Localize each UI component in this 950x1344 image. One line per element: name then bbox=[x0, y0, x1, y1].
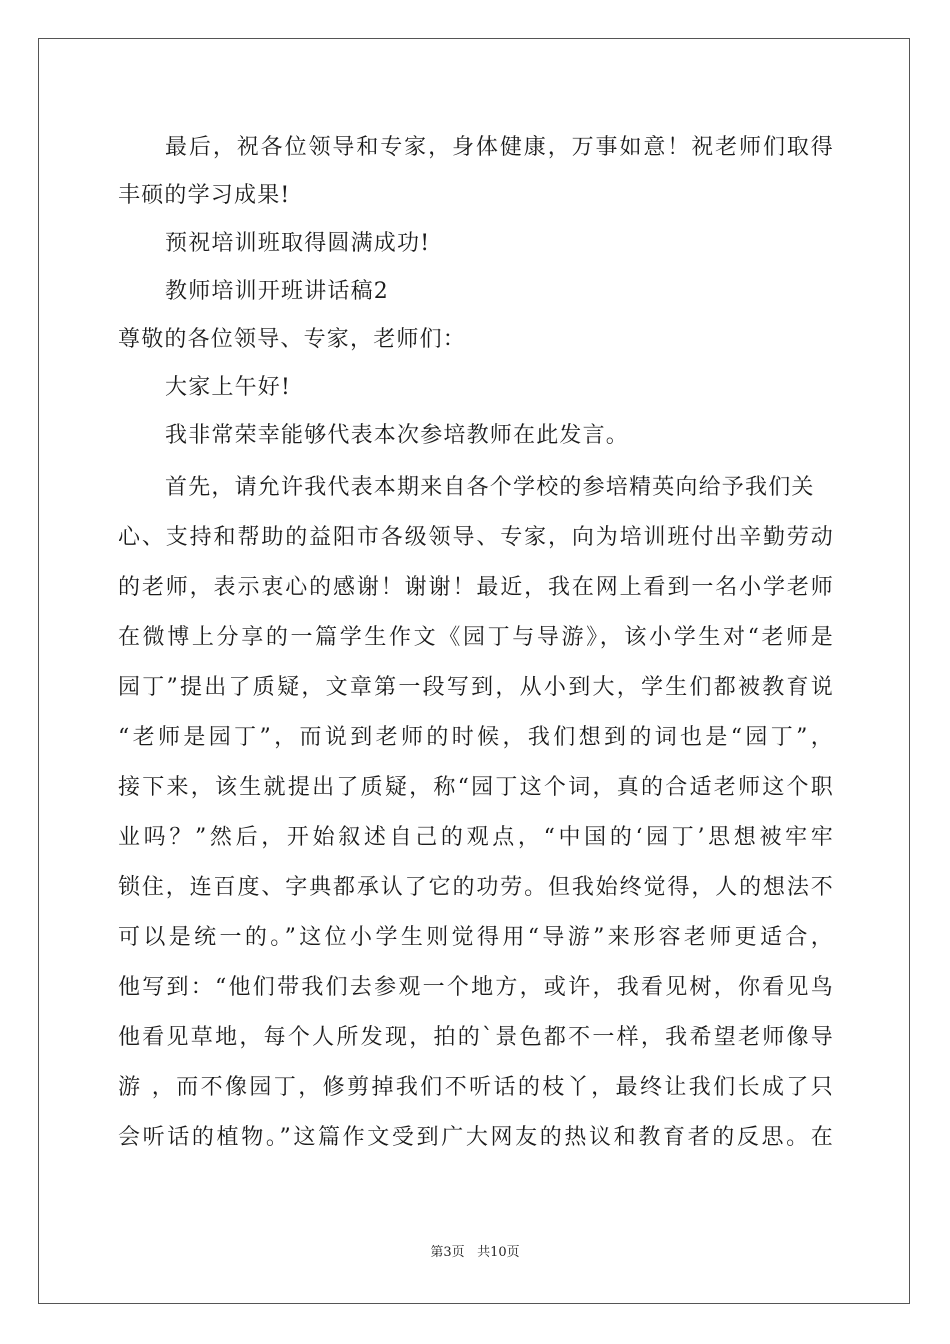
paragraph-line: 园丁”提出了质疑，文章第一段写到，从小到大，学生们都被教育说 bbox=[118, 675, 834, 700]
paragraph-line: 最后，祝各位领导和专家，身体健康，万事如意！祝老师们取得 bbox=[165, 135, 834, 160]
paragraph-line: “老师是园丁”，而说到老师的时候，我们想到的词也是“园丁”， bbox=[118, 725, 834, 750]
paragraph-line: 心、支持和帮助的益阳市各级领导、专家，向为培训班付出辛勤劳动 bbox=[118, 525, 834, 550]
section-heading: 教师培训开班讲话稿2 bbox=[165, 279, 389, 304]
paragraph-line: 首先，请允许我代表本期来自各个学校的参培精英向给予我们关 bbox=[165, 475, 815, 500]
paragraph-line: 锁住，连百度、字典都承认了它的功劳。但我始终觉得，人的想法不 bbox=[118, 875, 834, 900]
paragraph-line: 会听话的植物。”这篇作文受到广大网友的热议和教育者的反思。在 bbox=[118, 1125, 834, 1150]
paragraph-line: 游 ，而不像园丁，修剪掉我们不听话的枝丫，最终让我们长成了只 bbox=[118, 1075, 834, 1100]
paragraph-line: 我非常荣幸能够代表本次参培教师在此发言。 bbox=[165, 423, 630, 448]
paragraph-line: 预祝培训班取得圆满成功! bbox=[165, 231, 431, 256]
paragraph-line: 业吗？”然后，开始叙述自己的观点，“中国的‘园丁’思想被牢牢 bbox=[118, 825, 834, 850]
page-total: 共10页 bbox=[477, 1245, 520, 1260]
paragraph-line: 的老师，表示衷心的感谢！谢谢！最近，我在网上看到一名小学老师 bbox=[118, 575, 834, 600]
paragraph-line: 在微博上分享的一篇学生作文《园丁与导游》，该小学生对“老师是 bbox=[118, 625, 834, 650]
paragraph-line: 丰硕的学习成果! bbox=[118, 183, 291, 208]
paragraph-line: 大家上午好! bbox=[165, 375, 292, 400]
paragraph-line: 他看见草地，每个人所发现，拍的`景色都不一样，我希望老师像导 bbox=[118, 1025, 834, 1050]
page-footer bbox=[0, 1244, 950, 1262]
page-number: 第3页 bbox=[430, 1245, 465, 1260]
paragraph-line: 他写到：“他们带我们去参观一个地方，或许，我看见树，你看见鸟 bbox=[118, 975, 834, 1000]
salutation-line: 尊敬的各位领导、专家，老师们： bbox=[118, 327, 467, 352]
paragraph-line: 接下来，该生就提出了质疑，称“园丁这个词，真的合适老师这个职 bbox=[118, 775, 834, 800]
paragraph-line: 可以是统一的。”这位小学生则觉得用“导游”来形容老师更适合， bbox=[118, 925, 834, 950]
